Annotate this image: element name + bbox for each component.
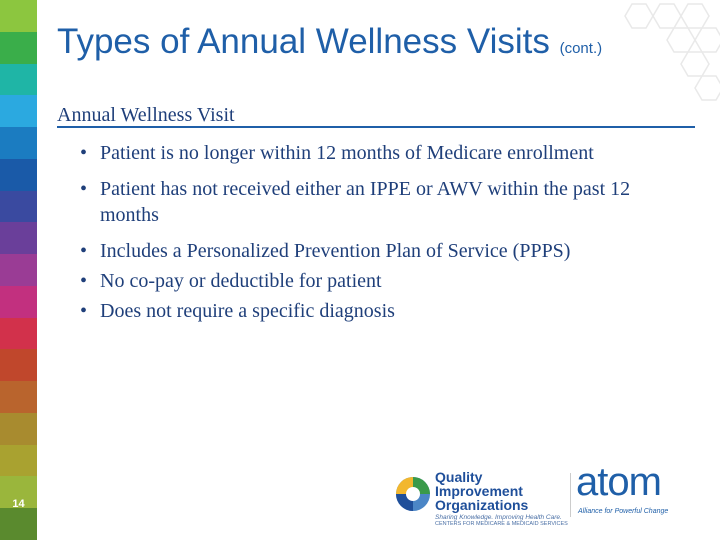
atom-tagline: Alliance for Powerful Change [578,508,669,515]
bullet-item [80,238,690,264]
qio-globe-icon [392,470,434,522]
atom-wordmark: atom [576,460,661,504]
color-stripe [0,0,37,540]
bullet-text: Does not require a specific diagnosis [100,300,395,322]
bullet-icon: • [80,178,88,200]
qio-logo [392,466,568,527]
qio-tagline: Sharing Knowledge. Improving Health Care. [435,514,562,521]
bullet-icon: • [80,142,88,164]
qio-name-line2: Organizations [435,497,529,513]
bullet-item [80,176,690,228]
bullet-text: Patient has not received either an IPPE or AWV within the past 12 months [100,178,631,226]
bullet-text: No co-pay or deductible for patient [100,270,382,292]
bullet-icon: • [80,300,88,322]
bullet-item [80,298,690,324]
section-heading: Annual Wellness Visit [57,104,235,126]
hexagon-pattern [590,0,720,120]
bullet-text: Patient is no longer within 12 months of Medicare enrollment [100,142,594,164]
bullet-icon: • [80,240,88,262]
atom-logo [576,460,706,524]
slide-title-suffix: (cont.) [559,40,603,57]
bullet-item [80,268,690,294]
logo-divider [570,473,571,517]
qio-name-line1: Quality Improvement [435,469,523,499]
heading-underline [57,126,695,128]
bullet-text: Includes a Personalized Prevention Plan of Service (PPPS) [100,240,571,262]
bullet-icon: • [80,270,88,292]
slide-title-text: Types of Annual Wellness Visits [57,22,550,61]
bullet-item [80,140,690,166]
page-number: 14 [12,498,25,510]
bullet-list [80,140,690,334]
slide-title [57,22,602,62]
qio-cms-text: CENTERS FOR MEDICARE & MEDICAID SERVICES [435,521,568,527]
